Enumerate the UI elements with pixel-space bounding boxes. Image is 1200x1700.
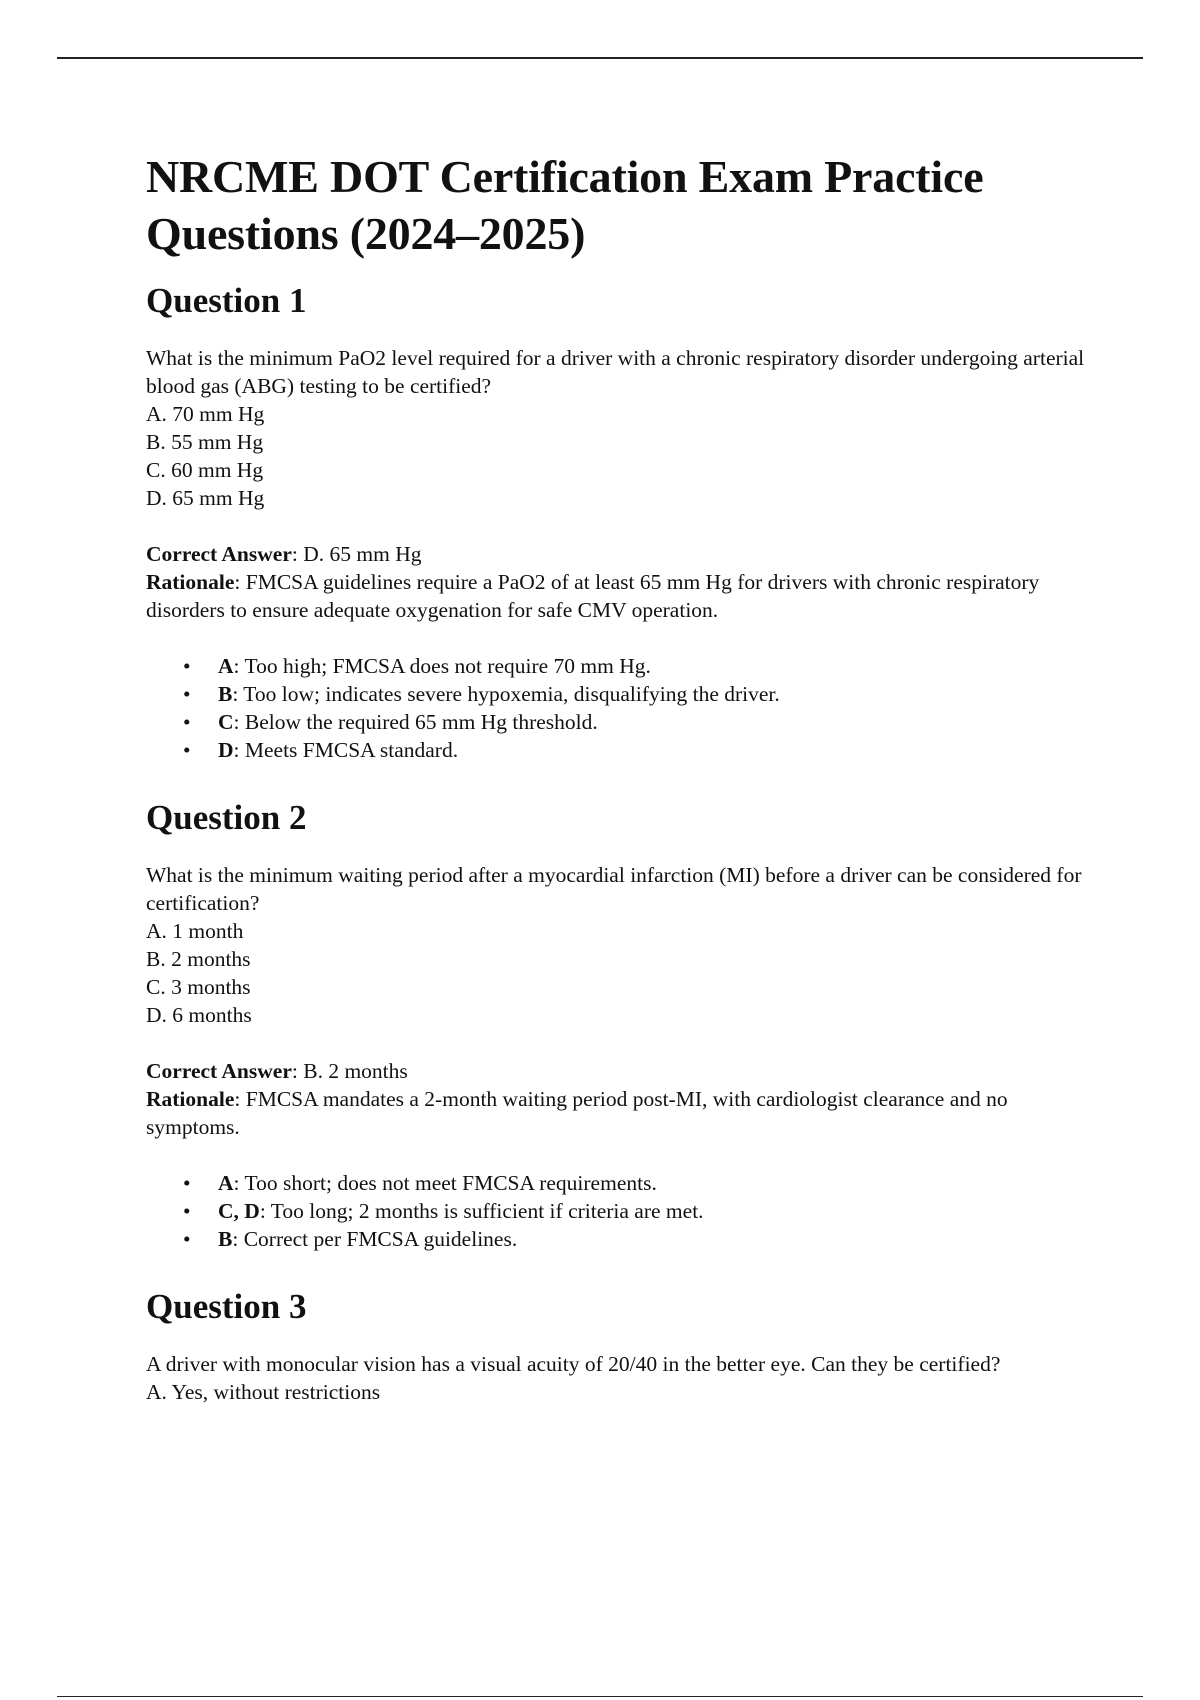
- option-c: C. 60 mm Hg: [146, 458, 264, 482]
- bullet-text: : Too short; does not meet FMCSA requirements.: [233, 1171, 657, 1195]
- correct-answer-label: Correct Answer: [146, 1059, 292, 1083]
- question-text: What is the minimum PaO2 level required for a driver with a chronic respiratory disorder undergoing arterial blood gas (ABG) testing to be certified?: [146, 346, 1085, 398]
- bullet-text: : Too long; 2 months is sufficient if criteria are met.: [259, 1199, 704, 1223]
- list-item: [218, 708, 1106, 736]
- bullet-text: : Too high; FMCSA does not require 70 mm Hg.: [233, 654, 651, 678]
- bullet-key: A: [218, 1171, 234, 1195]
- option-a: A. Yes, without restrictions: [146, 1380, 381, 1404]
- question-text: A driver with monocular vision has a visual acuity of 20/40 in the better eye. Can they be certified?: [146, 1352, 1001, 1376]
- question-heading: Question 1: [146, 281, 307, 320]
- page-title: NRCME DOT Certification Exam Practice Questions (2024–2025): [146, 151, 984, 259]
- bullet-key: C, D: [218, 1199, 260, 1223]
- correct-answer-value: : B. 2 months: [291, 1059, 408, 1083]
- bullet-key: A: [218, 654, 234, 678]
- rationale-value: : FMCSA mandates a 2-month waiting period post-MI, with cardiologist clearance and no symptoms.: [146, 1087, 1008, 1139]
- rationale-value: : FMCSA guidelines require a PaO2 of at least 65 mm Hg for drivers with chronic respiratory disorders to ensure adequate oxygenation for safe CMV operation.: [146, 570, 1040, 622]
- rationale: [146, 568, 1106, 624]
- list-item: [218, 1169, 1106, 1197]
- list-item: [218, 680, 1106, 708]
- options-list: [146, 1378, 1106, 1406]
- correct-answer: [146, 1057, 1106, 1085]
- option-c: C. 3 months: [146, 975, 251, 999]
- option-b: B. 2 months: [146, 947, 251, 971]
- list-item: [218, 1197, 1106, 1225]
- list-item: [218, 1225, 1106, 1253]
- option-a: A. 70 mm Hg: [146, 402, 265, 426]
- rationale-label: Rationale: [146, 570, 235, 594]
- option-a: A. 1 month: [146, 919, 244, 943]
- option-b: B. 55 mm Hg: [146, 430, 264, 454]
- question-section-1: [146, 279, 1106, 764]
- document-body: [146, 148, 1106, 1438]
- question-text: What is the minimum waiting period after a myocardial infarction (MI) before a driver can be considered for certification?: [146, 863, 1082, 915]
- question-heading: Question 2: [146, 798, 307, 837]
- question-heading: Question 3: [146, 1287, 307, 1326]
- option-d: D. 6 months: [146, 1003, 252, 1027]
- options-list: [146, 400, 1106, 512]
- bullet-text: : Correct per FMCSA guidelines.: [232, 1227, 518, 1251]
- correct-answer-label: Correct Answer: [146, 542, 292, 566]
- correct-answer: [146, 540, 1106, 568]
- bullet-key: D: [218, 738, 234, 762]
- options-list: [146, 917, 1106, 1029]
- answer-block: [146, 1057, 1106, 1141]
- option-d: D. 65 mm Hg: [146, 486, 265, 510]
- bullet-key: B: [218, 1227, 233, 1251]
- list-item: [218, 736, 1106, 764]
- rationale: [146, 1085, 1106, 1141]
- bottom-rule: [57, 1696, 1143, 1697]
- correct-answer-value: : D. 65 mm Hg: [291, 542, 422, 566]
- explanation-list: [146, 1169, 1106, 1253]
- explanation-list: [146, 652, 1106, 764]
- rationale-label: Rationale: [146, 1087, 235, 1111]
- question-section-2: [146, 796, 1106, 1253]
- bullet-text: : Too low; indicates severe hypoxemia, disqualifying the driver.: [232, 682, 780, 706]
- top-rule: [57, 57, 1143, 59]
- bullet-key: B: [218, 682, 233, 706]
- answer-block: [146, 540, 1106, 624]
- bullet-text: : Meets FMCSA standard.: [233, 738, 459, 762]
- question-section-3: [146, 1285, 1106, 1406]
- bullet-key: C: [218, 710, 234, 734]
- list-item: [218, 652, 1106, 680]
- bullet-text: : Below the required 65 mm Hg threshold.: [233, 710, 598, 734]
